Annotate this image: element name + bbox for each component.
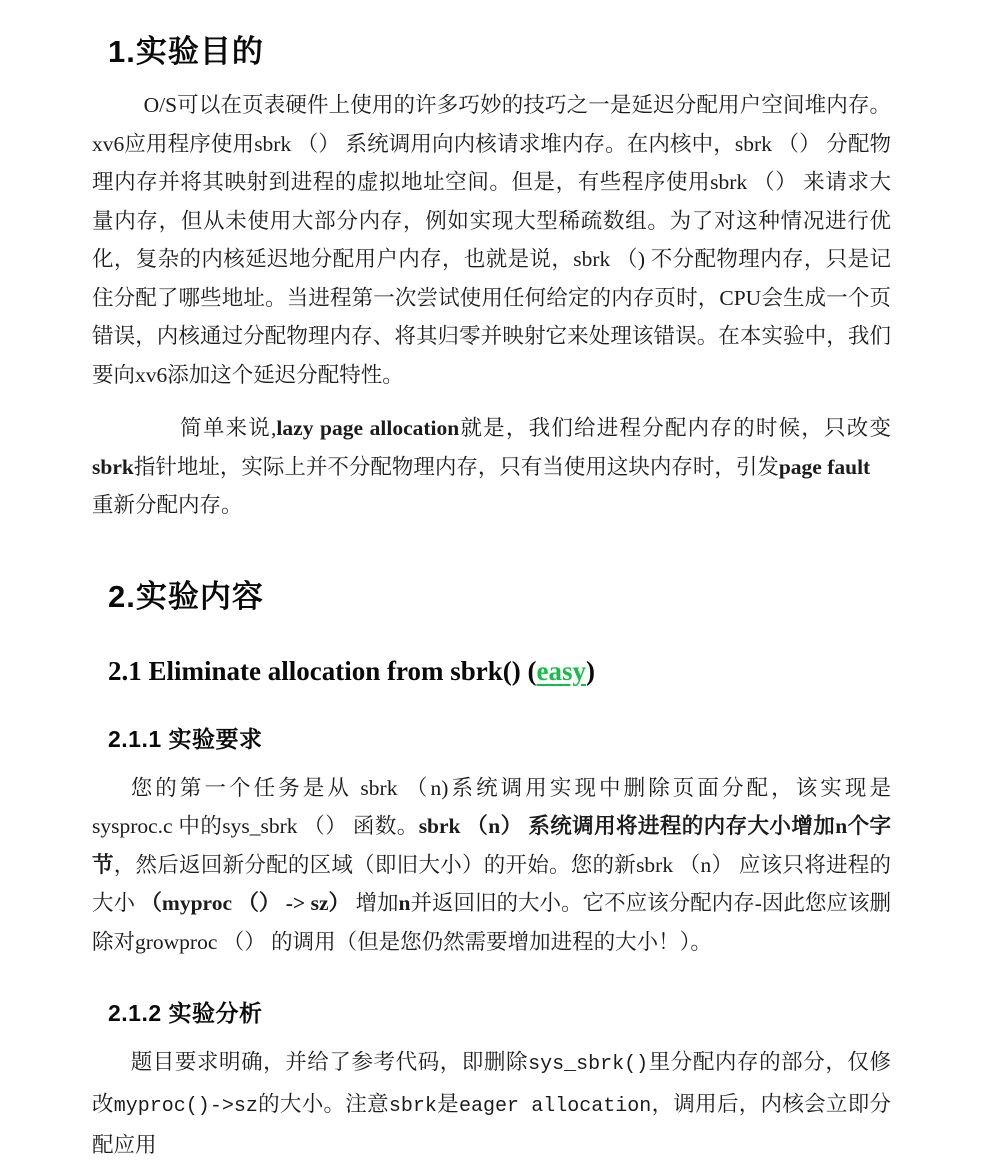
paragraph-lazy-alloc-overview [92,86,891,394]
text-run: ) [585,655,595,686]
paragraph-lazy-alloc-summary [92,409,891,525]
heading-lab-purpose: 1.实验目的 [108,34,264,69]
text-run: 增加 [350,891,399,915]
text-run: sbrk （n） 系统调用将进程的内存大小增加n个字节 [92,814,891,877]
text-run: myproc()->sz [113,1094,258,1118]
text-run: page fault [778,454,871,479]
text-run: 2.1 Eliminate allocation from sbrk() ( [108,655,537,686]
text-run: O/S可以在页表硬件上使用的许多巧妙的技巧之一是延迟分配用户空间堆内存。xv6应用程序使用sbrk （） 系统调用向内核请求堆内存。在内核中，sbrk （） 分配物理内存并将其映射到进程的虚拟地址空间。但是，有些程序使用sbrk （） 来请求大量内存，但从未使用大部分内存，例如实现大型稀疏数组。为了对这种情况进行优化，复杂的内核延迟地分配用户内存，也就是说，sbrk （) 不分配物理内存，只是记住分配了哪些地址。当进程第一次尝试使用任何给定的内存页时，CPU会生成一个页错误，内核通过分配物理内存、将其归零并映射它来处理该错误。在本实验中，我们要向xv6添加这个延迟分配特性。 [92,93,891,387]
text-run: ，调用后，内核会立即分配应用 [92,1091,891,1157]
paragraph-analysis [92,1043,891,1160]
text-run: sbrk [388,1094,437,1118]
text-run: 简单来说, [180,416,277,440]
text-run: n [398,891,411,915]
text-run: 是 [436,1091,459,1116]
heading-lab-content: 2.实验内容 [108,578,264,614]
text-run: 您的第一个任务是从 sbrk （n)系统调用实现中删除页面分配，该实现是 sysproc.c 中的sys_sbrk （） 函数。 [92,775,913,838]
text-run: ，然后返回新分配的区域（即旧大小）的开始。您的新sbrk （n） 应该只将进程的大小 [92,852,891,915]
text-run: 题目要求明确，并给了参考代码，即删除 [130,1050,529,1074]
text-run: 指针地址，实际上并不分配物理内存，只有当使用这块内存时，引发 [133,454,779,479]
text-run: lazy page allocation [276,416,460,440]
text-run: eager allocation [458,1094,652,1118]
text-run: 的大小。注意 [257,1091,389,1116]
text-run: 就是，我们给进程分配内存的时候，只改变 [459,416,891,440]
text-run: （myproc （） -> sz） [140,891,351,915]
easy-difficulty-link[interactable]: easy [536,655,586,686]
text-run: 里分配内存的部分，仅修改 [92,1050,891,1116]
heading-2-1-2-analysis: 2.1.2 实验分析 [108,1000,263,1026]
text-run: 重新分配内存。 [92,454,892,517]
text-run: sbrk [92,454,134,479]
heading-task-2-1-eliminate-allocation [108,656,891,687]
paragraph-sbrk-task-description [92,769,913,962]
text-run: sys_sbrk() [528,1053,649,1076]
text-run: 并返回旧的大小。它不应该分配内存-因此您应该删除对growproc （） 的调用（但是您仍然需要增加进程的大小！）。 [92,891,891,954]
heading-2-1-1-requirements: 2.1.1 实验要求 [108,725,263,752]
